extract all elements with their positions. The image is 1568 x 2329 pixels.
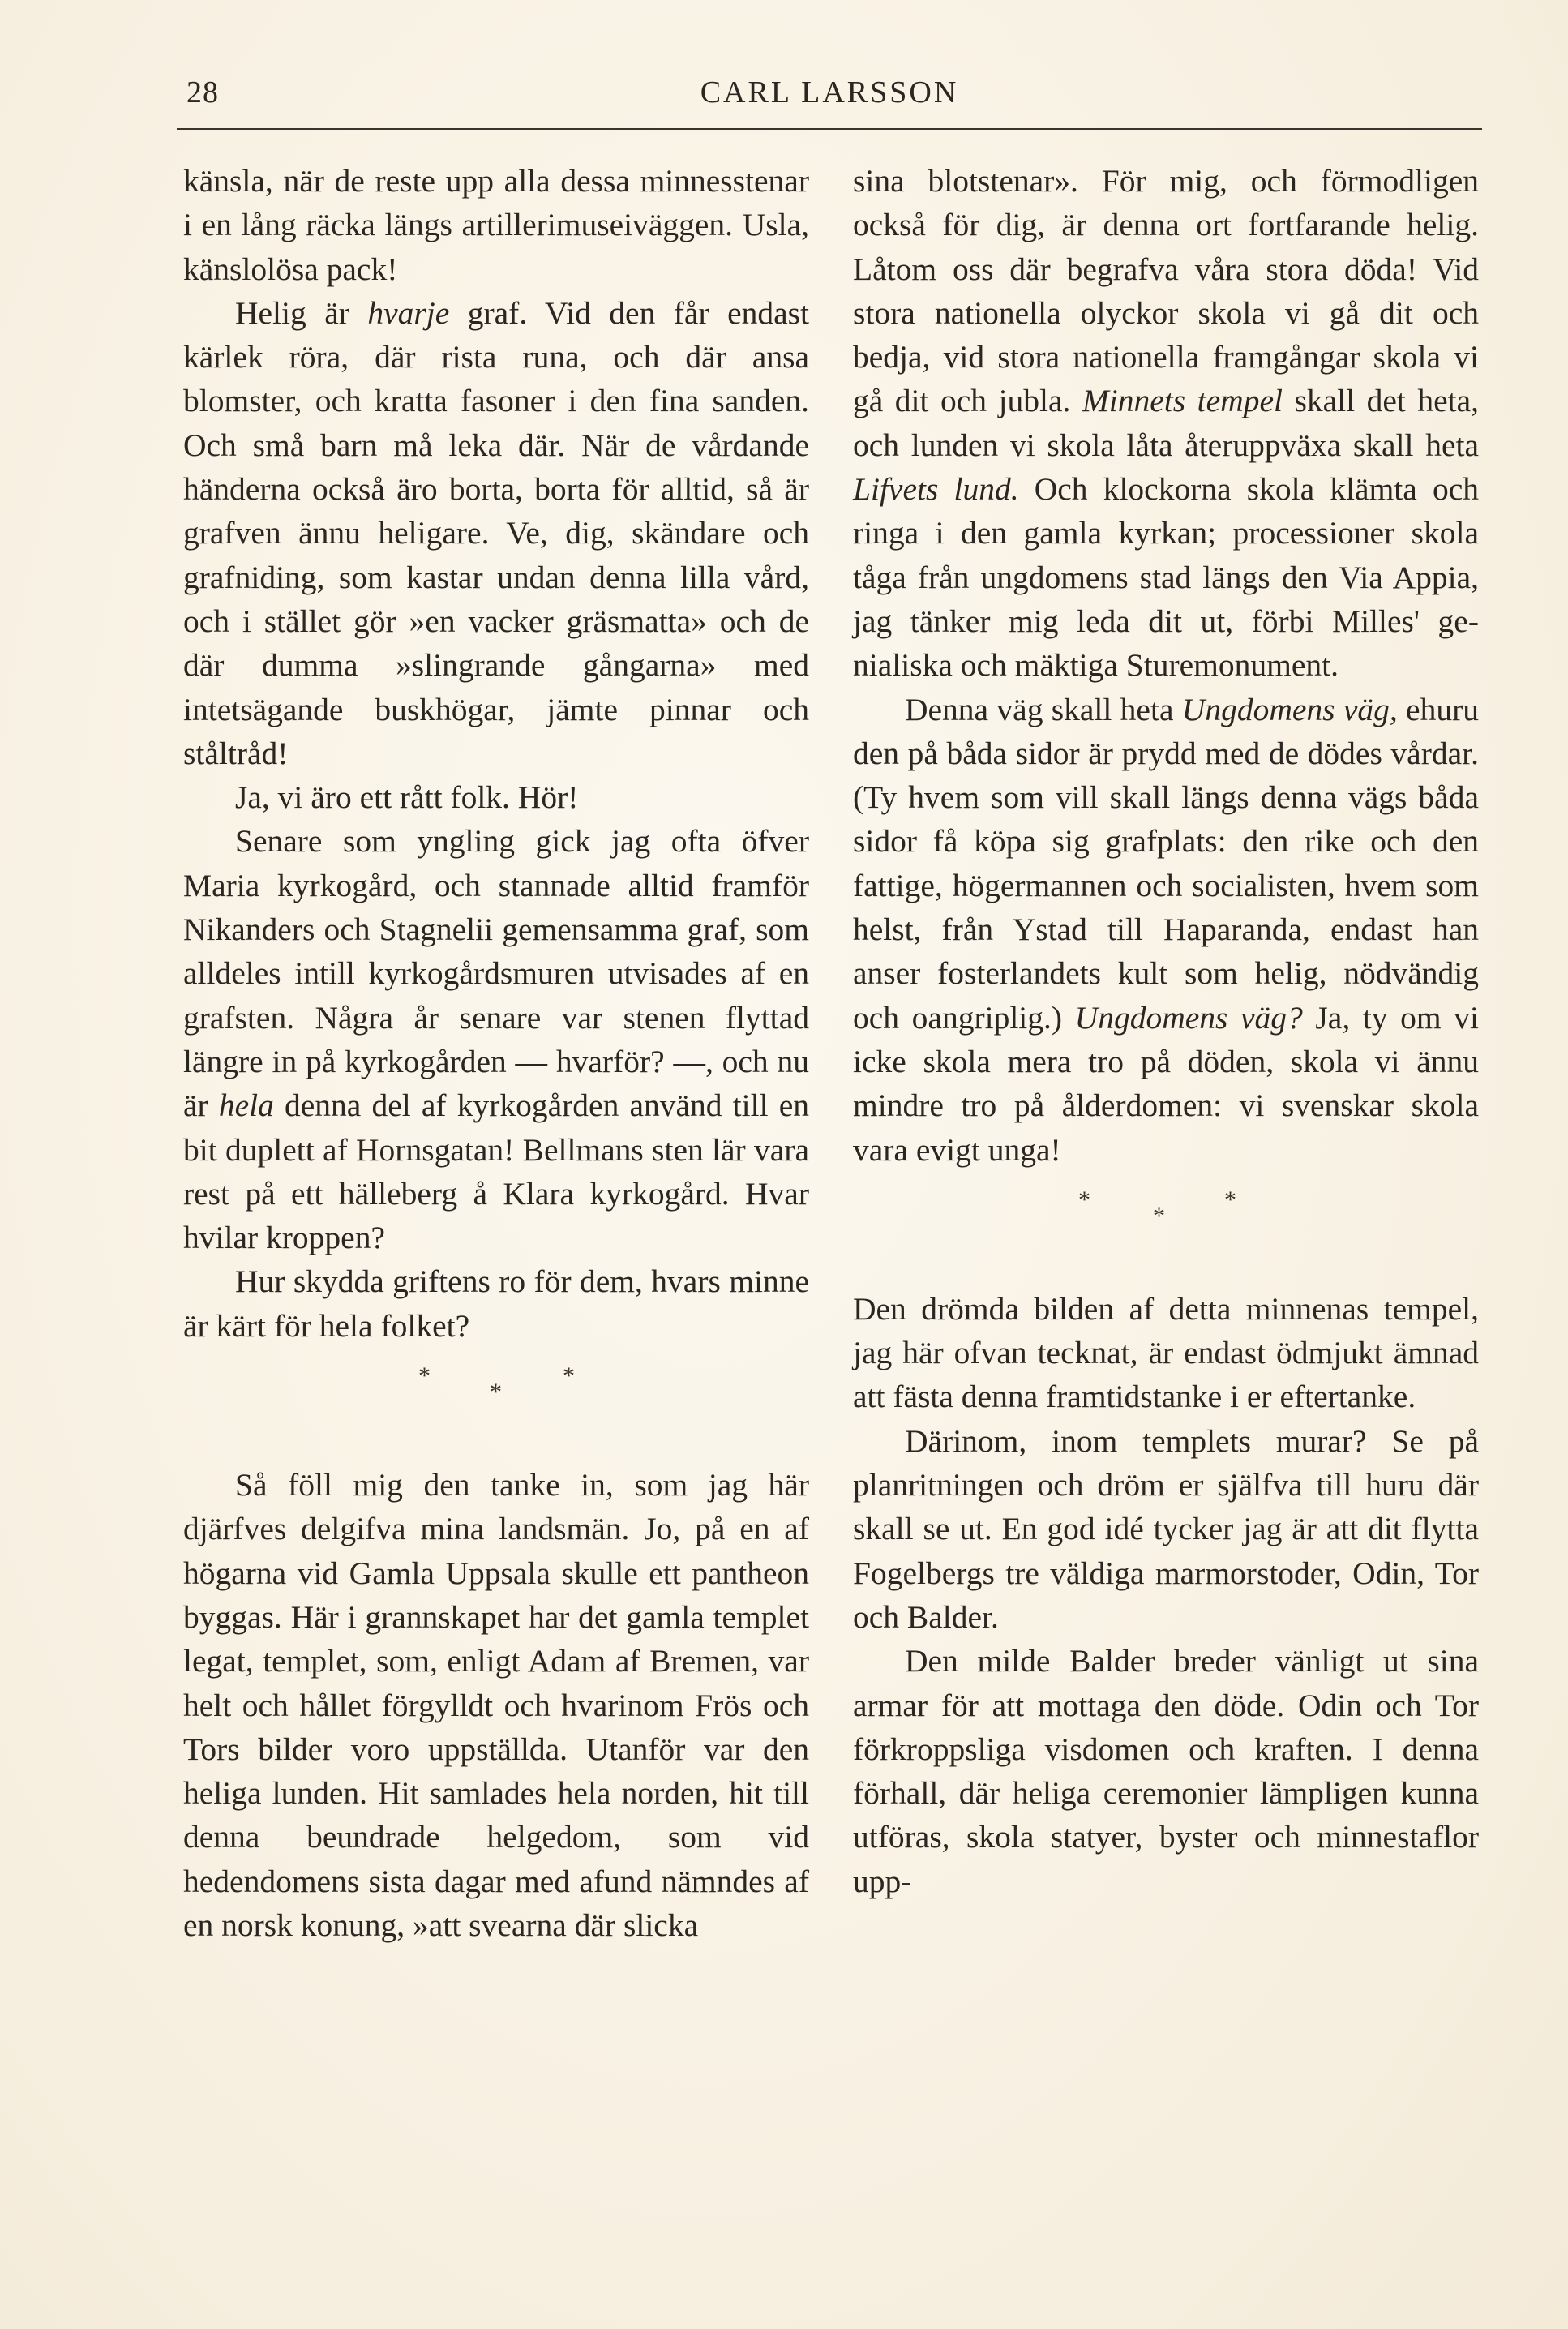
emphasis-text: Ungdomens väg, (1181, 691, 1398, 727)
page-header (177, 71, 1482, 130)
asterisk: * (1224, 1186, 1236, 1213)
text-run: Senare som yngling gick jag ofta öfver Maria kyrkogård, och stannade alltid framför Nikanders och Stagnelii gemensamma graf, som alldeles intill kyrkogårdsmuren utvisades af en grafsten. Några år senare var stenen flyttad längre in på kyrkogården — hvarför? —, och nu är (183, 823, 809, 1124)
paragraph (183, 291, 809, 775)
paragraph: Därinom, inom templets murar? Se på planritningen och dröm er själfva till huru där skall se ut. En god idé tycker jag är att dit flytta Fogelbergs tre väldiga marmorstoder, Odin, Tor och Balder. (853, 1422, 1479, 1635)
emphasis-text: hvarje (367, 294, 450, 331)
text-run: Helig är (235, 294, 368, 331)
emphasis-text: Ungdomens väg? (1074, 999, 1303, 1036)
paragraph: Den drömda bilden af detta minnenas tempel, jag här ofvan tecknat, är endast ödmjukt ämnad att fästa denna framtidstanke i er eftertanke. (853, 1290, 1479, 1415)
paragraph: Den milde Balder breder vänligt ut sina armar för att mottaga den döde. Odin och Tor förkroppsliga visdomen och kraften. I denna förhall, där heliga ceremonier lämpligen kunna utföras, skola statyer, byster och minnestaflor upp- (853, 1643, 1479, 1899)
text-run: ehuru den på båda sidor är prydd med de dödes vårdar. (Ty hvem som vill skall längs denna vägs båda sidor få köpa sig grafplats: den rike och den fattige, högermannen och socialisten, hvem som helst, från Ystad till Haparanda, endast han anser fosterlandets kult som helig, nödvändig och oangriplig.) (853, 691, 1479, 1036)
asterisk: * (418, 1362, 431, 1390)
page-number: 28 (186, 75, 219, 109)
section-break-asterisks (183, 1348, 809, 1435)
asterisk: * (1078, 1186, 1090, 1213)
running-head: CARL LARSSON (700, 75, 959, 109)
paragraph: Hur skydda griftens ro för dem, hvars minne är kärt för hela folket? (183, 1263, 809, 1344)
right-column (853, 159, 1479, 1903)
left-column (183, 159, 809, 1947)
asterisk: * (490, 1379, 502, 1406)
text-run: Och klockorna skola klämta och ringa i den gamla kyrkan; processioner skola tåga från ungdomens stad längs den Via Appia, jag tänker mig leda dit ut, förbi Milles' genialiska och mäktiga Sturemonument. (853, 471, 1479, 684)
paragraph (853, 159, 1479, 688)
emphasis-text: Lifvets lund. (853, 471, 1019, 508)
text-run: denna del af kyrkogården använd till en bit duplett af Hornsgatan! Bellmans sten lär vara rest på ett hälleberg å Klara kyrkogård. Hvar hvilar kroppen? (183, 1087, 810, 1256)
paragraph: Så föll mig den tanke in, som jag här djärfves delgifva mina landsmän. Jo, på en af högarna vid Gamla Uppsala skulle ett pantheon byggas. Här i grannskapet har det gamla templet legat, templet, som, enligt Adam af Bremen, var helt och hållet förgylldt och hvarinom Frös och Tors bilder voro uppställda. Utanför var den heliga lunden. Hit samlades hela norden, hit till denna beundrade helgedom, som vid hedendomens sista dagar med afund nämndes af en norsk konung, »att svearna där slicka (183, 1467, 809, 1943)
asterisk: * (1153, 1202, 1165, 1229)
text-run: Ja, ty om vi icke skola mera tro på döden, skola vi ännu mindre tro på ålderdomen: vi svenskar skola vara evigt unga! (853, 999, 1479, 1168)
paragraph: känsla, när de reste upp alla dessa minnesstenar i en lång räcka längs artillerimuseiväggen. Usla, känslolösa pack! (183, 163, 809, 287)
text-run: sina blotstenar». För mig, och förmodligen också för dig, är denna ort fortfarande helig. Låtom oss där begrafva våra stora döda! Vid stora nationella olyckor skola vi gå dit och bedja, vid stora nationella framgångar skola vi gå dit och jubla. (853, 163, 1479, 419)
text-run: Denna väg skall heta (905, 691, 1182, 727)
paragraph (183, 819, 809, 1259)
text-run: skall det heta, och lunden vi skola låta återuppväxa skall heta (853, 383, 1480, 463)
paragraph (853, 688, 1479, 1172)
asterisk: * (563, 1362, 575, 1390)
section-break-asterisks (853, 1172, 1479, 1259)
emphasis-text: Minnets tempel (1082, 383, 1283, 419)
emphasis-text: hela (218, 1087, 274, 1124)
text-run: graf. Vid den får endast kärlek röra, där rista runa, och där ansa blomster, och kratta fasoner i den fina sanden. Och små barn må leka där. När de vårdande händerna också äro borta, borta för alltid, så är grafven ännu heligare. Ve, dig, skändare och grafniding, som kastar undan denna lilla vård, och i stället gör »en vacker gräsmatta» och de där dumma »slingrande gångarna» med intetsägande buskhögar, jämte pinnar och ståltråd! (183, 294, 809, 771)
paragraph: Ja, vi äro ett rått folk. Hör! (235, 779, 579, 816)
